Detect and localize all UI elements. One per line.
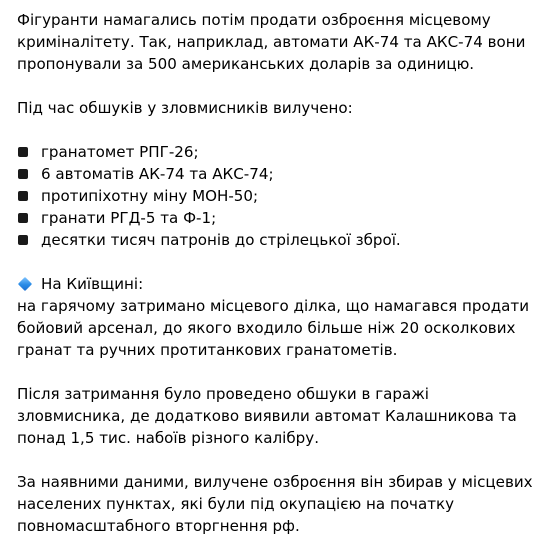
text-line: криміналітету. Так, наприклад, автомати АК-74 та АКС-74 вони: [17, 33, 526, 51]
closing-paragraph: [17, 471, 533, 537]
text-line: Фігуранти намагались потім продати озброєння місцевому: [17, 11, 491, 29]
list-item: [17, 185, 527, 207]
list-item-text: 6 автоматів АК-74 та АКС-74;: [41, 165, 274, 183]
text-line: населених пунктах, які були під окупацією на початку: [17, 495, 455, 513]
seized-list: [17, 141, 527, 251]
intro-paragraph: [17, 9, 527, 75]
list-item-text: гранатомет РПГ-26;: [41, 143, 199, 161]
list-item: [17, 141, 527, 163]
blue-diamond-icon: [18, 277, 32, 291]
list-item: [17, 229, 527, 251]
text-line: За наявними даними, вилучене озброєння він збирав у місцевих: [17, 473, 533, 491]
message-body: [17, 9, 533, 559]
region-heading: [17, 273, 527, 295]
text-line: понад 1,5 тис. набоїв різного калібру.: [17, 429, 319, 447]
text-line: повномасштабного вторгнення рф.: [17, 517, 300, 535]
region-paragraph: [17, 273, 530, 361]
text-line: гранат та ручних протитанкових гранатометів.: [17, 341, 398, 359]
text-line: зловмисника, де додатково виявили автомат Калашникова та: [17, 407, 517, 425]
black-square-icon: [18, 169, 28, 179]
list-item: [17, 163, 527, 185]
list-item: [17, 207, 527, 229]
list-item-text: протипіхотну міну МОН-50;: [41, 187, 259, 205]
black-square-icon: [18, 191, 28, 201]
black-square-icon: [18, 213, 28, 223]
text-line: бойовий арсенал, до якого входило більше ніж 20 осколкових: [17, 319, 516, 337]
black-square-icon: [18, 235, 28, 245]
list-item-text: десятки тисяч патронів до стрілецької зброї.: [41, 231, 401, 249]
text-line: пропонували за 500 американських доларів за одиницю.: [17, 55, 475, 73]
black-square-icon: [18, 147, 28, 157]
seized-heading: Під час обшуків у зловмисників вилучено:: [17, 99, 353, 117]
text-line: на гарячому затримано місцевого ділка, що намагався продати: [17, 297, 530, 315]
search-paragraph: [17, 383, 527, 449]
region-name: На Київщині:: [41, 275, 144, 293]
list-item-text: гранати РГД-5 та Ф-1;: [41, 209, 217, 227]
text-line: Після затримання було проведено обшуки в гаражі: [17, 385, 429, 403]
